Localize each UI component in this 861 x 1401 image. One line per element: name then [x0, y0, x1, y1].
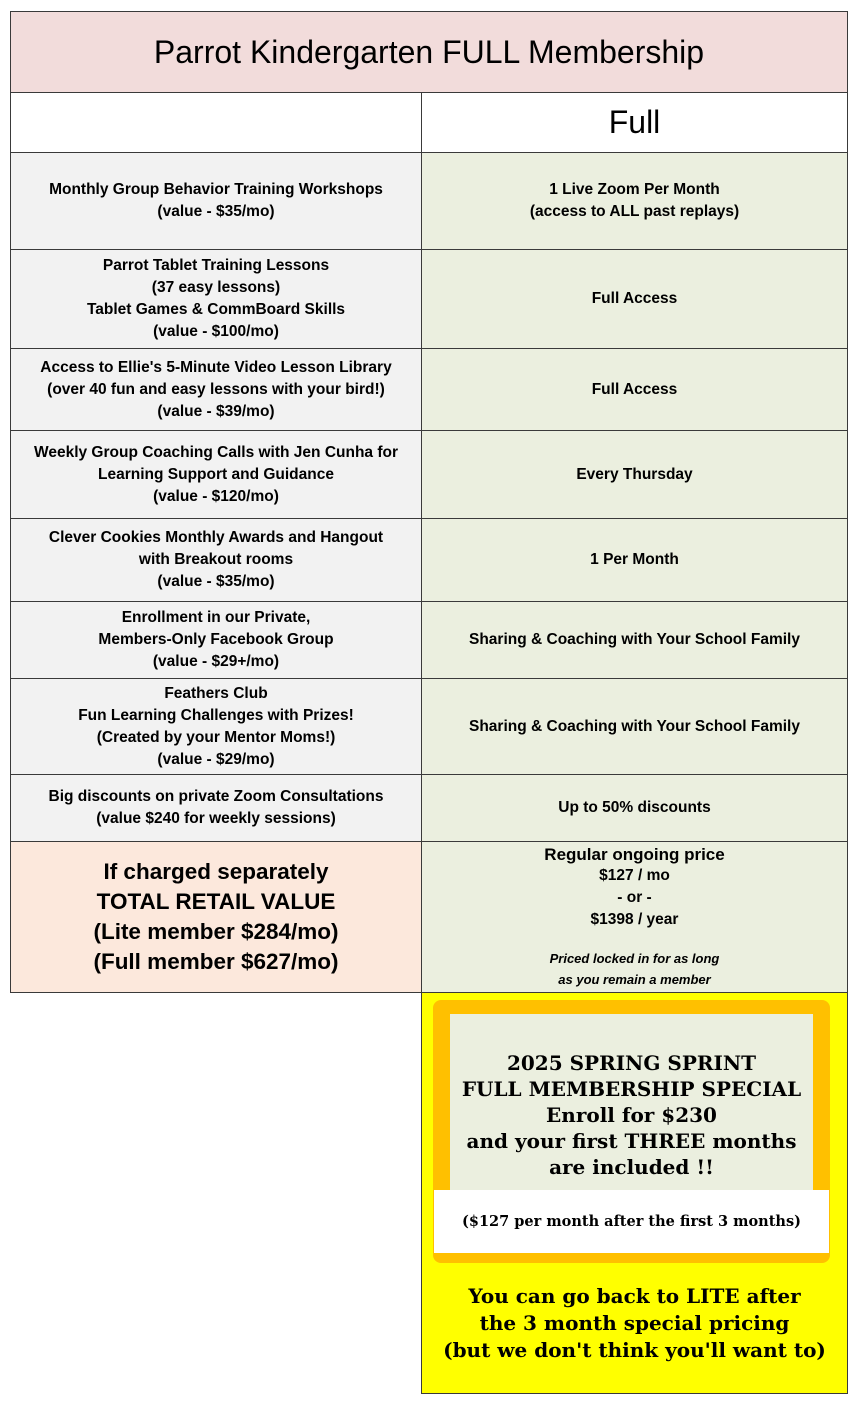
price-note: Priced locked in for as long	[549, 951, 720, 966]
feature-cell	[10, 348, 422, 431]
feature-cell	[10, 601, 422, 679]
feature-text: (over 40 fun and easy lessons with your bird!)	[47, 380, 385, 398]
full-access-cell	[421, 249, 848, 349]
feature-text: Big discounts on private Zoom Consultations	[48, 788, 384, 805]
header-blank-cell	[10, 92, 422, 153]
promo-after-price-box	[434, 1190, 829, 1253]
full-access-text: Full Access	[591, 380, 678, 398]
full-access-cell	[421, 774, 848, 842]
feature-text: (37 easy lessons)	[151, 279, 281, 296]
full-access-text: Every Thursday	[576, 465, 693, 483]
price-heading: Regular ongoing price	[544, 845, 725, 864]
feature-text: (value - $29/mo)	[157, 750, 275, 768]
feature-text: (value - $100/mo)	[153, 323, 279, 340]
total-retail-value-cell	[10, 841, 422, 993]
feature-cell	[10, 430, 422, 519]
promo-line: are included !!	[549, 1154, 714, 1179]
feature-text: Tablet Games & CommBoard Skills	[86, 301, 346, 318]
full-access-cell	[421, 678, 848, 775]
regular-price-cell	[421, 841, 848, 993]
promo-bottom-line: the 3 month special pricing	[479, 1311, 790, 1335]
feature-text: (value - $29+/mo)	[152, 653, 280, 670]
feature-text: with Breakout rooms	[138, 551, 294, 568]
promo-after-price: ($127 per month after the first 3 months)	[462, 1213, 801, 1230]
full-access-cell	[421, 601, 848, 679]
feature-cell	[10, 249, 422, 349]
full-access-text: Sharing & Coaching with Your School Family	[469, 717, 800, 735]
full-access-cell	[421, 518, 848, 602]
promo-line: Enroll for $230	[546, 1102, 717, 1127]
full-access-cell	[421, 348, 848, 431]
promo-headline-box	[450, 1014, 813, 1197]
total-line: If charged separately	[103, 859, 329, 884]
price-note: as you remain a member	[558, 972, 711, 987]
spring-sprint-promo	[421, 992, 848, 1394]
feature-cell	[10, 518, 422, 602]
feature-text: Monthly Group Behavior Training Workshops	[49, 181, 383, 198]
feature-text: (value - $120/mo)	[153, 487, 279, 505]
feature-text: (value - $39/mo)	[157, 402, 275, 420]
promo-bottom-text	[422, 1283, 847, 1364]
feature-text: (value $240 for weekly sessions)	[96, 810, 336, 827]
full-access-cell	[421, 152, 848, 250]
feature-text: Access to Ellie's 5-Minute Video Lesson Library	[40, 358, 392, 376]
column-header-label: Full	[608, 104, 661, 140]
full-access-text: Sharing & Coaching with Your School Family	[469, 631, 800, 648]
price-monthly: $127 / mo	[599, 867, 670, 884]
page-title: Parrot Kindergarten FULL Membership	[153, 33, 705, 70]
promo-bottom-line: (but we don't think you'll want to)	[443, 1338, 826, 1362]
feature-text: (value - $35/mo)	[157, 573, 275, 590]
promo-line: FULL MEMBERSHIP SPECIAL	[461, 1076, 802, 1101]
feature-text: Clever Cookies Monthly Awards and Hangout	[48, 529, 384, 546]
feature-text: (value - $35/mo)	[157, 203, 275, 220]
feature-text: Enrollment in our Private,	[121, 609, 311, 626]
feature-text: Members-Only Facebook Group	[98, 631, 334, 648]
feature-cell	[10, 152, 422, 250]
feature-text: Fun Learning Challenges with Prizes!	[78, 706, 354, 724]
feature-text: Feathers Club	[164, 684, 268, 702]
column-header-full	[421, 92, 848, 153]
feature-text: Parrot Tablet Training Lessons	[102, 257, 330, 274]
promo-frame	[433, 1000, 830, 1263]
feature-text: Learning Support and Guidance	[98, 465, 334, 483]
promo-bottom-line: You can go back to LITE after	[468, 1284, 801, 1308]
full-access-text: Full Access	[591, 290, 678, 307]
total-line: (Lite member $284/mo)	[93, 919, 339, 944]
full-access-text: 1 Per Month	[590, 551, 679, 568]
full-access-text: Up to 50% discounts	[558, 799, 711, 816]
page-title-cell	[10, 11, 848, 93]
full-access-cell	[421, 430, 848, 519]
feature-cell	[10, 774, 422, 842]
feature-text: Weekly Group Coaching Calls with Jen Cunha for	[33, 443, 398, 461]
full-access-text: (access to ALL past replays)	[529, 203, 740, 220]
price-yearly: $1398 / year	[590, 911, 679, 928]
promo-line: 2025 SPRING SPRINT	[506, 1050, 757, 1075]
full-access-text: 1 Live Zoom Per Month	[549, 181, 720, 198]
promo-line: and your first THREE months	[466, 1128, 797, 1153]
feature-text: (Created by your Mentor Moms!)	[96, 728, 336, 746]
price-or: - or -	[617, 889, 652, 906]
total-line: TOTAL RETAIL VALUE	[96, 889, 336, 914]
total-line: (Full member $627/mo)	[93, 949, 339, 974]
feature-cell	[10, 678, 422, 775]
